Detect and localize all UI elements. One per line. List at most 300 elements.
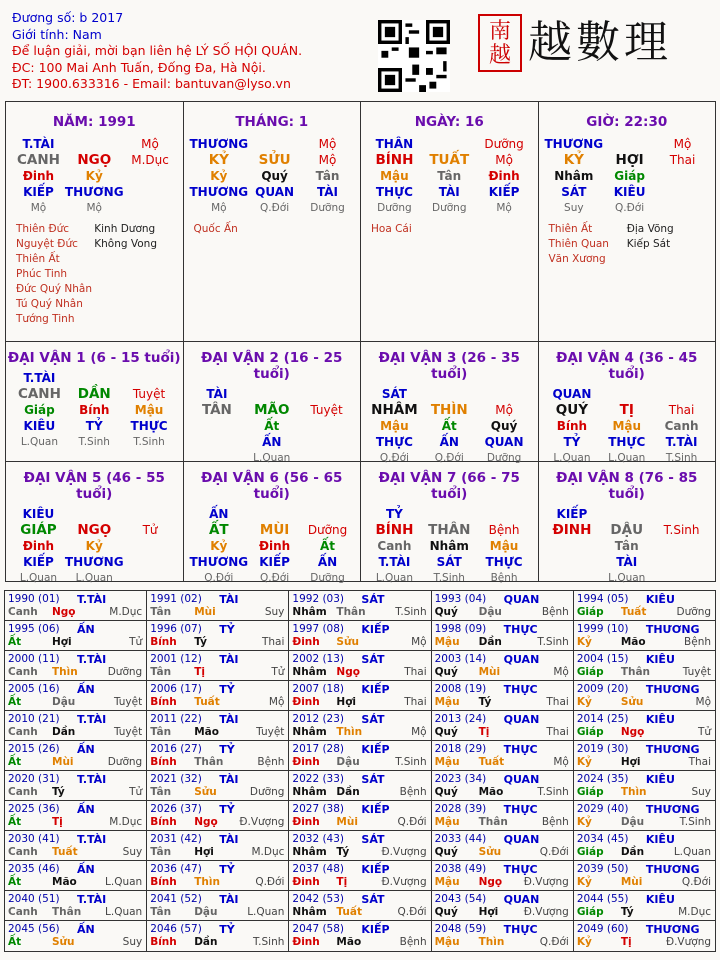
year-chi: Mùi (52, 756, 74, 768)
hidden-h3: Dưỡng (432, 202, 467, 214)
hidden-h3: Q.Đới (615, 202, 645, 214)
stage: Dưỡng (307, 523, 348, 537)
year-can: Bính (150, 876, 177, 888)
year-stage: T.Sinh (679, 816, 712, 828)
year-cell[interactable] (289, 621, 431, 650)
year-star: TÀI (219, 833, 239, 846)
year-cell[interactable] (5, 621, 147, 650)
year-cell[interactable] (432, 861, 574, 890)
dai-van-7[interactable] (361, 462, 539, 584)
year-chi: Tị (194, 666, 205, 678)
year-stage: Suy (122, 846, 143, 858)
main-star: TÀI (206, 387, 228, 401)
year-cell[interactable] (5, 921, 147, 951)
year-can: Quý (434, 666, 458, 678)
year-cell[interactable] (574, 771, 715, 800)
hidden-h2 (124, 184, 177, 200)
year-can: Canh (8, 906, 38, 918)
year-cell[interactable] (147, 681, 289, 710)
hidden-h1: Nhâm (429, 539, 469, 553)
year-cell[interactable] (574, 681, 715, 710)
year-can: Ất (8, 756, 22, 768)
stage: Tử (142, 523, 158, 537)
year-star: THƯƠNG (645, 683, 700, 696)
year-label: 2007 (18) (292, 683, 345, 695)
year-label: 2033 (44) (434, 833, 487, 845)
hidden-h2: ẤN (439, 435, 459, 449)
year-can: Ất (8, 696, 22, 708)
hidden-h3 (545, 570, 600, 586)
dai-van-body (184, 386, 361, 466)
year-chi: Tý (194, 636, 207, 648)
stars-col-1 (194, 222, 272, 237)
hidden-h2: SÁT (436, 555, 462, 569)
stage: Tuyệt (132, 387, 166, 401)
year-stage: T.Sinh (395, 756, 427, 768)
hidden-h1: Giáp (614, 169, 645, 183)
year-chi: Mùi (620, 876, 643, 888)
hidden-h2: THỰC (485, 555, 523, 569)
year-label: 2010 (21) (8, 713, 60, 725)
year-star: TÀI (219, 713, 239, 726)
year-can: Tân (150, 606, 172, 618)
hidden-h3: Dưỡng (310, 572, 345, 584)
year-label: 2015 (26) (8, 743, 60, 755)
year-cell[interactable] (147, 891, 289, 920)
dai-van-2[interactable] (184, 342, 362, 464)
star-item: Tướng Tinh (16, 313, 75, 325)
year-chi: Tị (336, 876, 348, 888)
hidden-h1: Canh (377, 539, 412, 553)
year-cell[interactable] (5, 771, 147, 800)
year-label: 2043 (54) (434, 893, 487, 905)
year-can: Đinh (292, 936, 320, 948)
pillar-2 (361, 102, 539, 341)
year-can: Bính (150, 636, 177, 648)
year-star: T.TÀI (77, 593, 107, 606)
year-label: 2030 (41) (8, 833, 60, 845)
hidden-h1 (656, 168, 709, 184)
year-stage: Tuyệt (113, 696, 143, 708)
dai-van-1[interactable] (6, 342, 184, 461)
dai-van-4[interactable] (539, 342, 716, 464)
year-stage: Thai (546, 696, 569, 708)
year-cell[interactable] (432, 681, 574, 710)
year-label: 2003 (14) (434, 653, 487, 665)
year-cell[interactable] (147, 621, 289, 650)
can: NHÂM (371, 402, 418, 418)
year-star: ẤN (77, 623, 95, 636)
year-can: Đinh (292, 636, 320, 648)
hidden-h1: Mậu (489, 539, 519, 553)
pillar-body (6, 136, 183, 216)
hidden-h2: ẤN (262, 435, 282, 449)
hidden-h3: Mộ (30, 202, 47, 214)
year-cell[interactable] (5, 891, 147, 920)
dai-van-title: ĐẠI VẬN 8 (76 - 85 tuổi) (556, 470, 698, 502)
year-cell[interactable] (289, 591, 431, 620)
year-cell[interactable] (5, 741, 147, 770)
chi: THÌN (430, 402, 468, 418)
year-cell[interactable] (289, 741, 431, 770)
pillar-title: GIỜ: 22:30 (586, 114, 668, 130)
hidden-h2 (299, 434, 354, 450)
phone-email-line[interactable]: ĐT: 1900.633316 - Email: bantuvan@lyso.vn (12, 76, 291, 91)
year-label: 2024 (35) (576, 773, 629, 785)
year-stage: Thai (688, 756, 712, 768)
year-stage: Mộ (553, 756, 569, 768)
spacer (422, 506, 477, 522)
year-star: T.TÀI (77, 773, 107, 786)
pillar-3 (539, 102, 716, 341)
year-star: TỶ (219, 863, 235, 876)
year-star: TỶ (219, 743, 235, 756)
year-stage: L.Quan (105, 906, 143, 918)
year-stage: Đ.Vượng (381, 846, 427, 858)
year-cell[interactable] (147, 741, 289, 770)
dai-van-3[interactable] (361, 342, 539, 464)
year-can: Nhâm (292, 786, 327, 798)
year-can: Kỷ (576, 816, 592, 828)
year-star: KIẾP (361, 623, 390, 636)
nap: Mộ (318, 153, 337, 167)
qr-code-icon[interactable] (378, 20, 450, 92)
year-label: 2012 (23) (292, 713, 345, 725)
year-star: SÁT (361, 833, 385, 846)
year-cell[interactable] (432, 651, 574, 680)
main-star: THƯƠNG (544, 137, 604, 151)
hidden-h2: TỶ (563, 435, 581, 449)
year-cell[interactable] (289, 711, 431, 740)
year-cell[interactable] (574, 861, 715, 890)
year-row (5, 681, 715, 711)
hidden-h1: Quý (261, 169, 288, 183)
year-cell[interactable] (289, 861, 431, 890)
year-chi: Mão (194, 726, 219, 738)
year-stage: Dưỡng (107, 666, 143, 678)
year-can: Mậu (434, 816, 460, 828)
can: TÂN (201, 402, 232, 418)
annual-table (4, 590, 716, 952)
year-row (5, 891, 715, 921)
year-star: KIẾP (361, 803, 390, 816)
spacer (248, 506, 301, 522)
year-star: THƯƠNG (645, 863, 700, 876)
hidden-h3: Dưỡng (486, 452, 522, 464)
year-can: Kỷ (576, 876, 592, 888)
year-star: THỰC (503, 863, 538, 876)
year-label: 2023 (34) (434, 773, 487, 785)
year-cell[interactable] (5, 591, 147, 620)
year-label: 2016 (27) (150, 743, 202, 755)
year-chi: Dậu (336, 756, 360, 768)
hidden-h2 (124, 554, 177, 570)
hidden-h1: Bính (79, 403, 110, 417)
year-cell[interactable] (5, 831, 147, 860)
year-label: 2041 (52) (150, 893, 202, 905)
hidden-h2: TÀI (317, 185, 339, 199)
year-cell[interactable] (147, 801, 289, 830)
year-stage: L.Quan (247, 906, 285, 918)
year-label: 1990 (01) (8, 593, 60, 605)
spacer (67, 370, 122, 386)
year-chi: Tị (478, 726, 490, 738)
year-can: Canh (8, 726, 38, 738)
can: CANH (17, 386, 61, 402)
year-label: 2038 (49) (434, 863, 487, 875)
hidden-h2: THỰC (130, 419, 168, 433)
year-cell[interactable] (432, 801, 574, 830)
year-label: 2017 (28) (292, 743, 345, 755)
hidden-h3 (656, 200, 709, 216)
spacer (599, 506, 654, 522)
hidden-h1: Mậu (380, 169, 409, 183)
year-cell[interactable] (574, 801, 715, 830)
year-cell[interactable] (289, 921, 431, 951)
dai-van-8[interactable] (539, 462, 716, 584)
year-row (5, 771, 715, 801)
pillar-1 (184, 102, 362, 341)
year-chi: Tuất (194, 696, 220, 708)
year-cell[interactable] (147, 711, 289, 740)
stars-col-1 (16, 222, 94, 327)
year-chi: Thân (194, 756, 224, 768)
dai-van-body (361, 386, 538, 466)
year-label: 1992 (03) (292, 593, 345, 605)
hidden-h3: Q.Đới (434, 452, 464, 464)
year-star: QUAN (503, 593, 540, 606)
hidden-h2: QUAN (484, 435, 524, 449)
hidden-h2: THỰC (375, 185, 413, 199)
year-cell[interactable] (432, 891, 574, 920)
hidden-h1: Đinh (258, 539, 291, 553)
stars-list (539, 222, 716, 267)
year-cell[interactable] (574, 921, 715, 951)
year-cell[interactable] (289, 831, 431, 860)
hidden-h1: Kỷ (210, 539, 228, 553)
year-chi: Thìn (478, 936, 505, 948)
spacer (301, 506, 354, 522)
hidden-h2: SÁT (561, 185, 587, 199)
chi: TỊ (619, 402, 634, 418)
year-cell[interactable] (147, 831, 289, 860)
year-chi: Dần (620, 846, 645, 858)
year-stage: Tuyệt (256, 726, 285, 738)
year-can: Canh (8, 606, 38, 618)
year-can: Nhâm (292, 606, 327, 618)
year-can: Quý (434, 906, 458, 918)
dai-van-row-1 (6, 342, 715, 462)
red-seal-logo: 南越 (478, 14, 522, 72)
star-item: Địa Võng (626, 223, 674, 235)
year-cell[interactable] (574, 891, 715, 920)
year-stage: Mộ (411, 726, 427, 738)
year-cell[interactable] (5, 651, 147, 680)
year-cell[interactable] (5, 681, 147, 710)
year-can: Kỷ (576, 636, 592, 648)
hidden-h1: Giáp (24, 403, 55, 417)
year-can: Quý (434, 846, 458, 858)
stage: Dưỡng (484, 137, 524, 151)
year-cell[interactable] (432, 591, 574, 620)
year-cell[interactable] (574, 591, 715, 620)
year-can: Quý (434, 786, 458, 798)
year-cell[interactable] (289, 891, 431, 920)
year-cell[interactable] (574, 831, 715, 860)
hidden-h1 (124, 538, 177, 554)
year-cell[interactable] (289, 681, 431, 710)
gender-line: Giới tính: Nam (12, 26, 102, 42)
year-cell[interactable] (5, 861, 147, 890)
year-label: 2018 (29) (434, 743, 487, 755)
year-can: Giáp (576, 846, 604, 858)
dai-van-body (184, 506, 361, 586)
year-stage: Suy (264, 606, 285, 618)
year-chi: Tý (620, 906, 634, 918)
dai-van-title: ĐẠI VẬN 1 (6 - 15 tuổi) (7, 350, 181, 366)
year-cell[interactable] (432, 711, 574, 740)
year-stage: Tử (271, 666, 285, 678)
year-star: ẤN (77, 923, 95, 936)
chi: HỢI (615, 152, 644, 168)
stars-list (184, 222, 361, 237)
year-label: 2000 (11) (8, 653, 60, 665)
hidden-h3: T.Sinh (133, 436, 165, 448)
year-can: Tân (150, 666, 172, 678)
year-cell[interactable] (147, 591, 289, 620)
year-cell[interactable] (432, 771, 574, 800)
dai-van-title: ĐẠI VẬN 2 (16 - 25 tuổi) (201, 350, 343, 382)
star-item: Tú Quý Nhân (16, 298, 83, 310)
spacer (65, 506, 124, 522)
star-item: Nguyệt Đức (16, 238, 78, 250)
year-label: 1994 (05) (576, 593, 629, 605)
year-stage: Bệnh (399, 786, 427, 798)
year-can: Tân (150, 786, 172, 798)
chi: THÂN (428, 522, 471, 538)
year-cell[interactable] (432, 741, 574, 770)
main-star: SÁT (381, 387, 407, 401)
year-stage: Bệnh (399, 936, 427, 948)
year-star: THƯƠNG (645, 623, 700, 636)
dai-van-title: ĐẠI VẬN 3 (26 - 35 tuổi) (378, 350, 520, 382)
hidden-h1 (654, 538, 709, 554)
year-row (5, 801, 715, 831)
year-star: THƯƠNG (645, 743, 700, 756)
year-star: THƯƠNG (645, 803, 700, 816)
year-cell[interactable] (574, 741, 715, 770)
hidden-h1: Kỷ (210, 169, 228, 183)
spacer (65, 136, 124, 152)
year-cell[interactable] (574, 621, 715, 650)
year-label: 2046 (57) (150, 923, 202, 935)
year-label: 2005 (16) (8, 683, 60, 695)
year-chi: Thìn (336, 726, 363, 738)
year-cell[interactable] (147, 861, 289, 890)
hidden-h3: Dưỡng (310, 202, 345, 214)
year-chi: Tý (52, 786, 65, 798)
hidden-h2 (654, 554, 709, 570)
can: ĐINH (552, 522, 592, 538)
year-chi: Dần (52, 726, 76, 738)
hidden-h2: TÀI (438, 185, 460, 199)
year-cell[interactable] (147, 921, 289, 951)
year-label: 2002 (13) (292, 653, 345, 665)
spacer (248, 136, 301, 152)
year-cell[interactable] (289, 801, 431, 830)
year-star: T.TÀI (77, 833, 107, 846)
year-label: 1998 (09) (434, 623, 487, 635)
year-chi: Dậu (52, 696, 76, 708)
chi: TUẤT (429, 152, 470, 168)
year-can: Canh (8, 846, 38, 858)
year-label: 2029 (40) (576, 803, 629, 815)
spacer (422, 136, 477, 152)
main-star: QUAN (552, 387, 592, 401)
year-cell[interactable] (432, 831, 574, 860)
year-stage: Q.Đới (539, 846, 569, 858)
hidden-h2: THƯƠNG (189, 555, 249, 569)
year-cell[interactable] (147, 771, 289, 800)
year-cell[interactable] (289, 651, 431, 680)
year-cell[interactable] (289, 771, 431, 800)
hidden-h3: L.Quan (19, 572, 58, 584)
stars-col-1 (371, 222, 449, 237)
dai-van-5[interactable] (6, 462, 184, 584)
hidden-h1 (299, 418, 354, 434)
year-chi: Mùi (478, 666, 501, 678)
year-can: Mậu (434, 876, 460, 888)
chi: DẦN (77, 386, 111, 402)
hidden-h1 (190, 418, 245, 434)
year-star: ẤN (77, 743, 95, 756)
can: KỶ (563, 152, 584, 168)
spacer (477, 506, 532, 522)
stage: T.Sinh (663, 523, 700, 537)
year-cell[interactable] (574, 651, 715, 680)
year-label: 2004 (15) (576, 653, 629, 665)
year-stage: L.Quan (673, 846, 712, 858)
year-cell[interactable] (574, 711, 715, 740)
year-star: QUAN (503, 773, 540, 786)
year-chi: Ngọ (336, 666, 360, 678)
year-can: Mậu (434, 936, 460, 948)
year-cell[interactable] (147, 651, 289, 680)
pillar-body (539, 136, 716, 216)
year-star: TỶ (219, 803, 235, 816)
dai-van-6[interactable] (184, 462, 362, 584)
hidden-h2 (190, 434, 245, 450)
stars-col-2 (272, 222, 350, 237)
year-star: QUAN (503, 833, 540, 846)
year-cell[interactable] (5, 801, 147, 830)
dai-van-row-2 (6, 462, 715, 584)
hidden-h2: TỶ (85, 419, 103, 433)
hidden-h2: KIẾP (488, 185, 520, 199)
hidden-h3: Q.Đới (379, 452, 409, 464)
year-stage: Q.Đới (397, 906, 427, 918)
hidden-h2: KIẾP (259, 555, 290, 569)
year-cell[interactable] (5, 711, 147, 740)
year-cell[interactable] (432, 921, 574, 951)
year-cell[interactable] (432, 621, 574, 650)
year-stage: Dưỡng (107, 756, 143, 768)
main-star: KIẾP (556, 507, 588, 521)
year-chi: Dần (478, 636, 502, 648)
year-can: Tân (150, 726, 172, 738)
year-label: 2039 (50) (576, 863, 629, 875)
year-label: 2042 (53) (292, 893, 345, 905)
